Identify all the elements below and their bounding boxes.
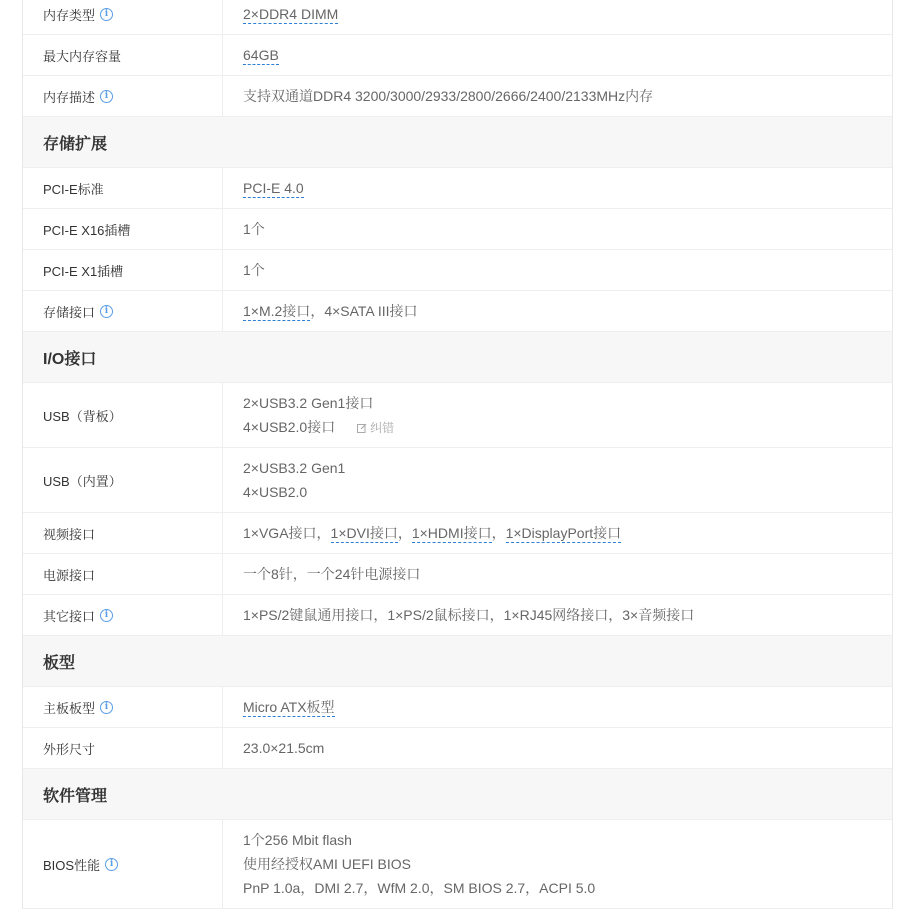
label-text: 内存类型 <box>43 7 96 23</box>
dvi-link[interactable]: 1×DVI接口 <box>330 525 398 541</box>
info-icon[interactable]: i <box>100 8 113 21</box>
label-text: 内存描述 <box>43 89 96 105</box>
row-value <box>223 513 892 553</box>
info-icon[interactable]: i <box>105 858 118 871</box>
spec-row-dimensions <box>23 728 892 769</box>
row-value <box>223 687 892 727</box>
spec-row-max-memory <box>23 35 892 76</box>
info-icon[interactable]: i <box>100 305 113 318</box>
spec-row-pcie-x16 <box>23 209 892 250</box>
value-line: 使用经授权AMI UEFI BIOS <box>243 856 412 872</box>
row-value <box>223 448 892 512</box>
row-label <box>23 595 223 635</box>
label-text: BIOS性能 <box>43 857 101 873</box>
spec-table <box>22 0 893 909</box>
spec-row-usb-back <box>23 383 892 448</box>
label-text: 最大内存容量 <box>43 48 122 64</box>
row-value <box>223 383 892 447</box>
value-text: 1个 <box>243 262 265 278</box>
section-title: 软件管理 <box>43 787 108 805</box>
label-text: 其它接口 <box>43 608 96 624</box>
row-label <box>23 554 223 594</box>
row-value <box>223 728 892 768</box>
row-label <box>23 383 223 447</box>
row-value <box>223 0 892 34</box>
correct-label: 纠错 <box>370 420 395 435</box>
label-text: 主板板型 <box>43 700 96 716</box>
value-text: 一个8针，一个24针电源接口 <box>243 566 421 582</box>
form-factor-link[interactable]: Micro ATX板型 <box>243 699 335 715</box>
memory-type-link[interactable]: 2×DDR4 DIMM <box>243 6 339 22</box>
info-icon[interactable]: i <box>100 609 113 622</box>
section-title: I/O接口 <box>43 350 97 368</box>
label-text: 外形尺寸 <box>43 741 96 757</box>
value-text: 1×PS/2键鼠通用接口，1×PS/2鼠标接口，1×RJ45网络接口，3×音频接口 <box>243 607 695 623</box>
row-label <box>23 687 223 727</box>
spec-row-memory-type <box>23 0 892 35</box>
value-line: 4×USB2.0接口 <box>243 418 336 435</box>
spec-row-bios <box>23 820 892 909</box>
label-text: PCI-E标准 <box>43 181 104 197</box>
hdmi-link[interactable]: 1×HDMI接口 <box>411 525 492 541</box>
row-value <box>223 76 892 116</box>
value-text: 23.0×21.5cm <box>243 740 325 756</box>
displayport-link[interactable]: 1×DisplayPort接口 <box>505 525 622 541</box>
separator: ， <box>316 525 331 541</box>
section-title: 存储扩展 <box>43 135 108 153</box>
row-value <box>223 554 892 594</box>
row-label <box>23 168 223 208</box>
label-text: 电源接口 <box>43 567 96 583</box>
row-label <box>23 0 223 34</box>
label-text: PCI-E X16插槽 <box>43 222 131 238</box>
spec-row-memory-desc <box>23 76 892 117</box>
row-value <box>223 35 892 75</box>
spec-row-form-factor <box>23 687 892 728</box>
label-text: PCI-E X1插槽 <box>43 263 124 279</box>
row-label <box>23 448 223 512</box>
spec-row-pcie-standard <box>23 168 892 209</box>
spec-row-pcie-x1 <box>23 250 892 291</box>
row-label <box>23 35 223 75</box>
spec-row-usb-internal <box>23 448 892 513</box>
info-icon[interactable]: i <box>100 90 113 103</box>
value-line: 2×USB3.2 Gen1接口 <box>243 394 374 411</box>
section-storage <box>23 117 892 168</box>
section-title: 板型 <box>43 654 76 672</box>
info-icon[interactable]: i <box>100 701 113 714</box>
correct-error-button[interactable] <box>357 421 394 435</box>
row-label <box>23 291 223 331</box>
row-value <box>223 209 892 249</box>
section-software <box>23 769 892 820</box>
pencil-edit-icon <box>357 423 367 433</box>
max-memory-link[interactable]: 64GB <box>243 47 279 63</box>
value-line: PnP 1.0a，DMI 2.7，WfM 2.0，SM BIOS 2.7，ACPI 5.0 <box>243 880 596 896</box>
label-text: 存储接口 <box>43 304 96 320</box>
separator: ， <box>397 525 412 541</box>
row-value <box>223 820 892 908</box>
value-line: 2×USB3.2 Gen1 <box>243 460 346 476</box>
value-text: 1个 <box>243 221 265 237</box>
section-board <box>23 636 892 687</box>
value-line: 1个256 Mbit flash <box>243 832 352 848</box>
label-text: USB（背板） <box>43 408 122 424</box>
value-line: 4×USB2.0 <box>243 484 308 500</box>
separator: ， <box>310 303 325 319</box>
spec-row-power <box>23 554 892 595</box>
sata-interface-text: 4×SATA III接口 <box>324 303 418 319</box>
row-label <box>23 76 223 116</box>
section-io <box>23 332 892 383</box>
row-label <box>23 250 223 290</box>
label-text: USB（内置） <box>43 473 122 489</box>
spec-row-other-ports <box>23 595 892 636</box>
value-text: 支持双通道DDR4 3200/3000/2933/2800/2666/2400/2133MHz内存 <box>243 88 654 104</box>
row-label <box>23 820 223 908</box>
row-value <box>223 250 892 290</box>
row-value <box>223 595 892 635</box>
row-value <box>223 291 892 331</box>
row-label <box>23 728 223 768</box>
m2-interface-link[interactable]: 1×M.2接口 <box>243 303 311 319</box>
label-text: 视频接口 <box>43 526 96 542</box>
pcie-standard-link[interactable]: PCI-E 4.0 <box>243 180 304 196</box>
spec-row-video <box>23 513 892 554</box>
row-label <box>23 209 223 249</box>
row-value <box>223 168 892 208</box>
spec-row-storage-interface <box>23 291 892 332</box>
vga-text: 1×VGA接口 <box>243 525 317 541</box>
row-label <box>23 513 223 553</box>
separator: ， <box>491 525 506 541</box>
